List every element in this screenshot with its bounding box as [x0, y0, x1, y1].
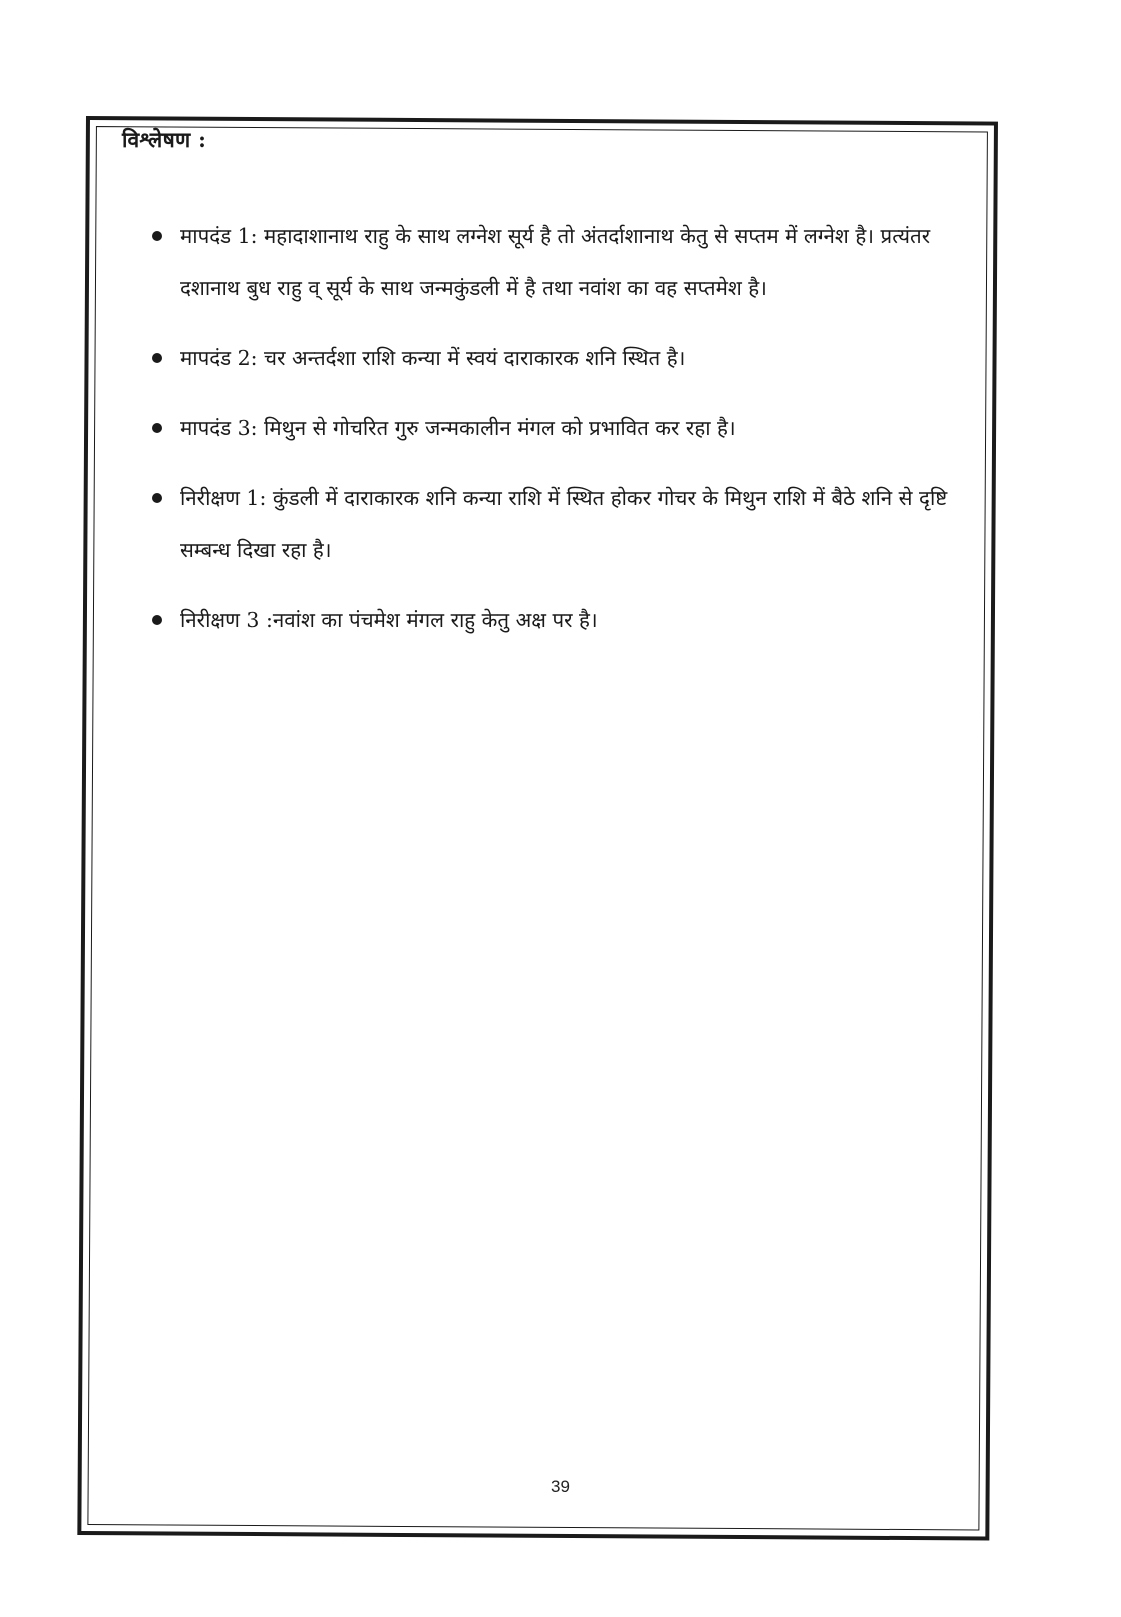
bullet-icon [152, 493, 162, 503]
list-item [150, 472, 980, 576]
analysis-list [150, 210, 980, 664]
bullet-icon [152, 353, 162, 363]
list-item [150, 594, 980, 646]
list-item [150, 402, 980, 454]
list-item [150, 332, 980, 384]
list-item-text: मापदंड 3: मिथुन से गोचरित गुरु जन्मकालीन मंगल को प्रभावित कर रहा है। [180, 416, 736, 440]
bullet-icon [152, 615, 162, 625]
list-item-text: निरीक्षण 3 :नवांश का पंचमेश मंगल राहु केतु अक्ष पर है। [180, 608, 598, 632]
section-heading: विश्लेषण : [122, 127, 207, 152]
page-number: 39 [551, 1477, 570, 1496]
bullet-icon [152, 423, 162, 433]
list-item-text: मापदंड 1: महादाशानाथ राहु के साथ लग्नेश सूर्य है तो अंतर्दाशानाथ केतु से सप्तम में लग्नेश है। प्रत्यंतर दशानाथ बुध राहु व् सूर्य के साथ जन्मकुंडली में है तथा नवांश का वह सप्तमेश है। [180, 224, 931, 300]
list-item [150, 210, 980, 314]
list-item-text: निरीक्षण 1: कुंडली में दाराकारक शनि कन्या राशि में स्थित होकर गोचर के मिथुन राशि में बैठे शनि से दृष्टि सम्बन्ध दिखा रहा है। [180, 486, 948, 562]
bullet-icon [152, 231, 162, 241]
list-item-text: मापदंड 2: चर अन्तर्दशा राशि कन्या में स्वयं दाराकारक शनि स्थित है। [180, 346, 686, 370]
